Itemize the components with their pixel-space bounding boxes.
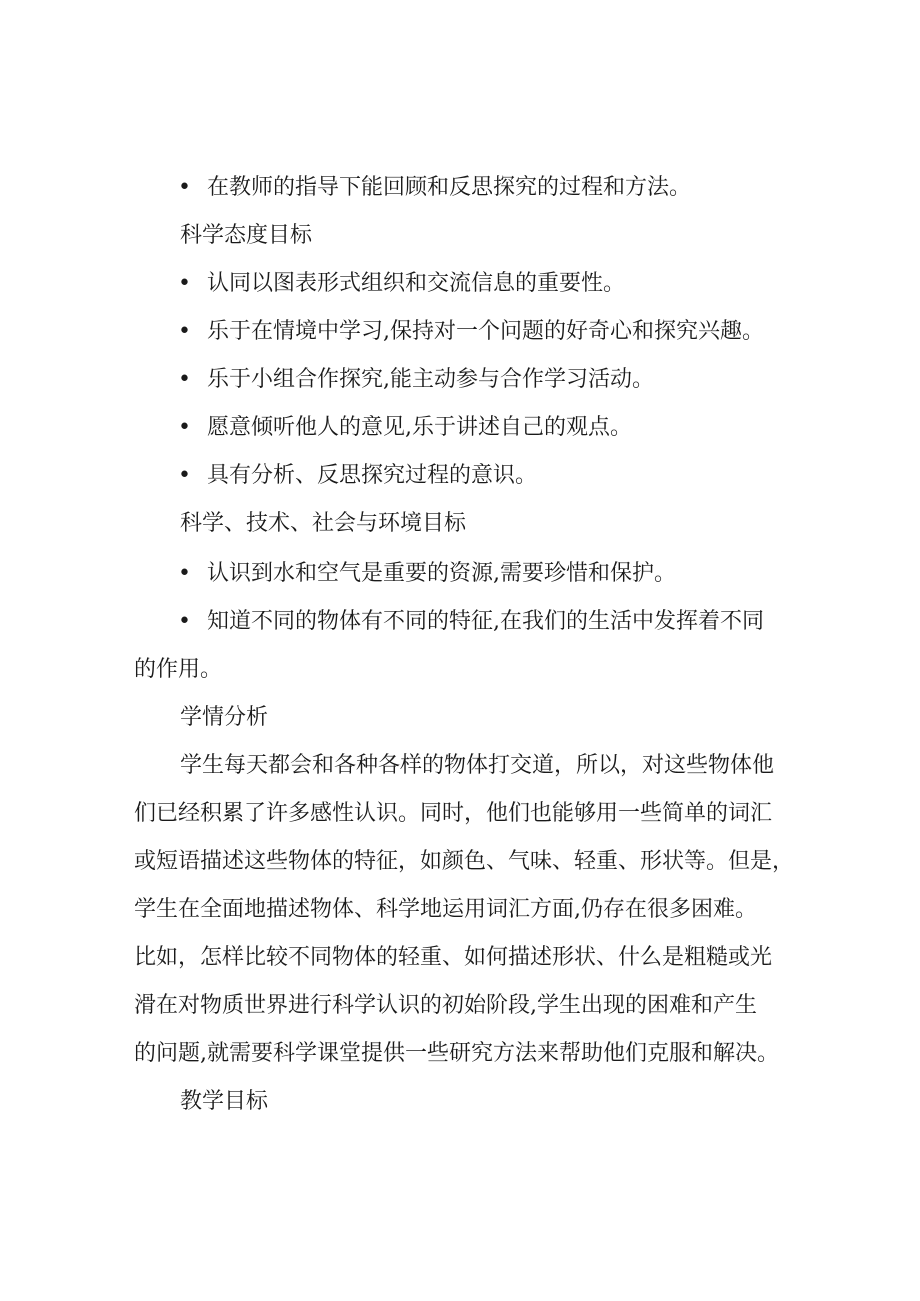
paragraph-text: 学生每天都会和各种各样的物体打交道，所以，对这些物体他 — [180, 753, 775, 778]
paragraph-text: 的问题,就需要科学课堂提供一些研究方法来帮助他们克服和解决。 — [134, 1041, 779, 1066]
bullet-marker: • — [178, 415, 191, 440]
heading-text: 教学目标 — [180, 1089, 269, 1114]
bullet-text: 乐于小组合作探究,能主动参与合作学习活动。 — [207, 367, 654, 392]
heading-text: 科学态度目标 — [180, 223, 313, 248]
paragraph-text: 或短语描述这些物体的特征，如颜色、气味、轻重、形状等。但是， — [134, 849, 795, 874]
heading-text: 学情分析 — [180, 705, 269, 730]
paragraph-text: 学生在全面地描述物体、科学地运用词汇方面,仍存在很多困难。 — [134, 897, 757, 922]
bullet-marker: • — [178, 175, 191, 200]
bullet-marker: • — [178, 463, 191, 488]
bullet-text: 认识到水和空气是重要的资源,需要珍惜和保护。 — [207, 561, 676, 586]
paragraph-text: 滑在对物质世界进行科学认识的初始阶段,学生出现的困难和产生 — [134, 993, 757, 1018]
heading-text: 科学、技术、社会与环境目标 — [180, 511, 467, 536]
bullet-marker: • — [178, 561, 191, 586]
bullet-marker: • — [178, 367, 191, 392]
bullet-text: 愿意倾听他人的意见,乐于讲述自己的观点。 — [207, 415, 632, 440]
paragraph-text: 们已经积累了许多感性认识。同时，他们也能够用一些简单的词汇 — [134, 801, 773, 826]
bullet-text: 具有分析、反思探究过程的意识。 — [207, 463, 538, 488]
bullet-text: 知道不同的物体有不同的特征,在我们的生活中发挥着不同 — [207, 609, 764, 634]
paragraph-text: 的作用。 — [134, 657, 223, 682]
bullet-text: 在教师的指导下能回顾和反思探究的过程和方法。 — [207, 175, 692, 200]
bullet-marker: • — [178, 271, 191, 296]
bullet-text: 认同以图表形式组织和交流信息的重要性。 — [207, 271, 626, 296]
bullet-marker: • — [178, 609, 191, 634]
bullet-text: 乐于在情境中学习,保持对一个问题的好奇心和探究兴趣。 — [207, 319, 764, 344]
bullet-marker: • — [178, 319, 191, 344]
paragraph-text: 比如，怎样比较不同物体的轻重、如何描述形状、什么是粗糙或光 — [134, 945, 773, 970]
